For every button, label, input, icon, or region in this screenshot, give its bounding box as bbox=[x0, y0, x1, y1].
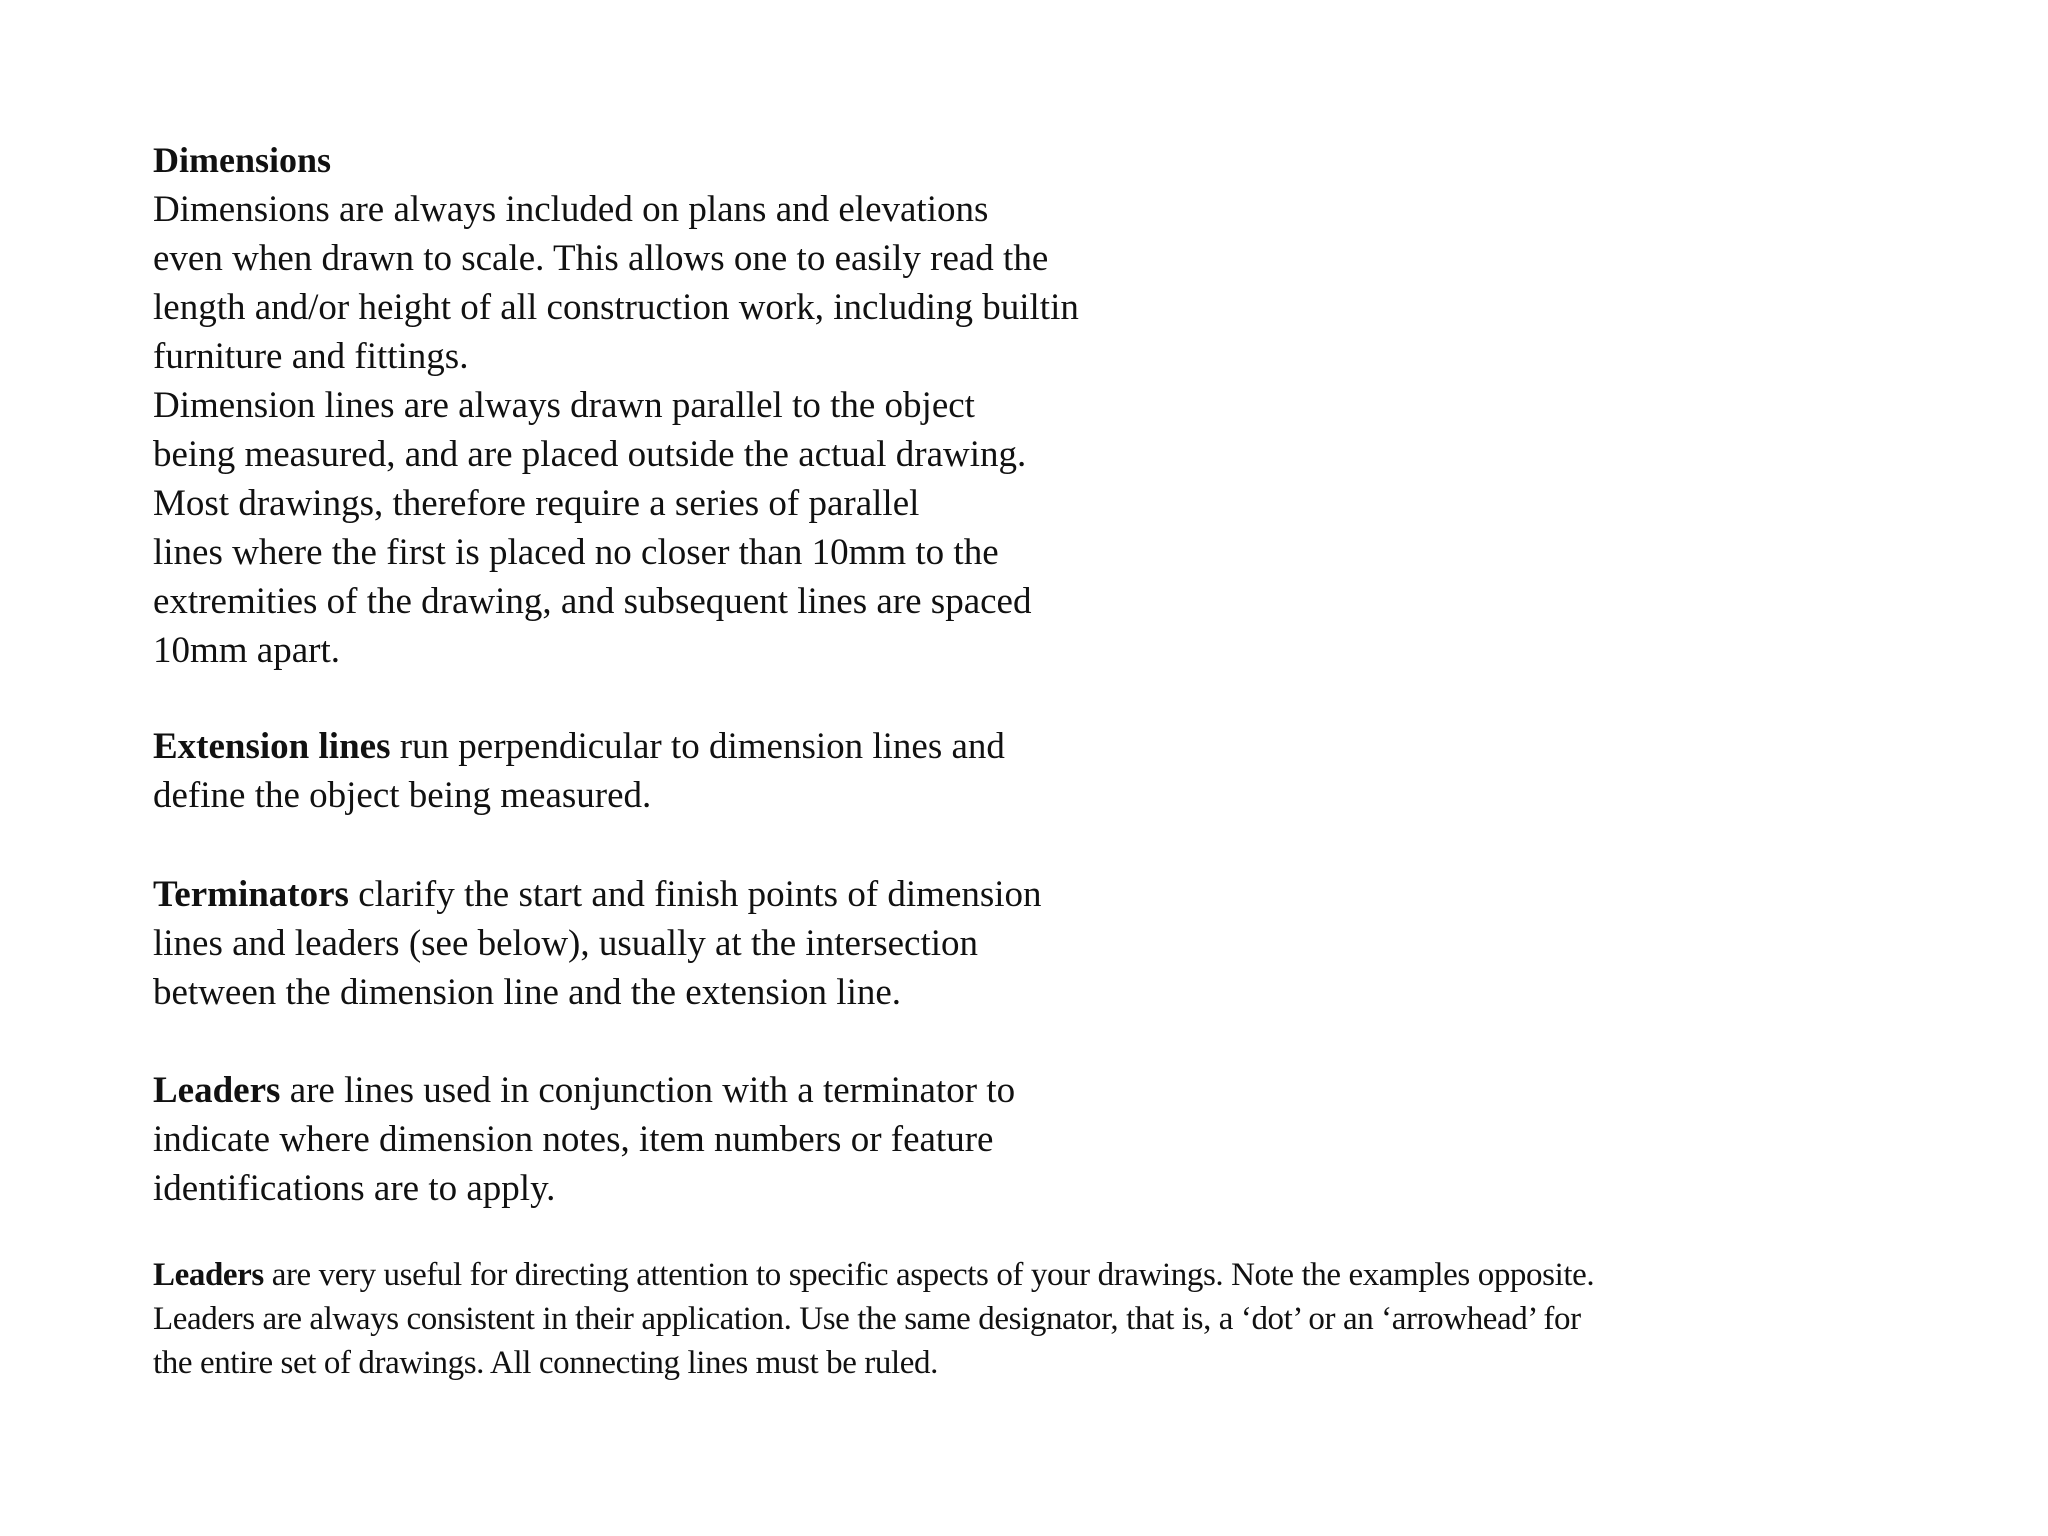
text-fragment: are lines used in conjunction with a terminator to bbox=[280, 1070, 1016, 1111]
text-line bbox=[153, 1253, 1594, 1297]
term-terminators: Terminators bbox=[153, 874, 349, 915]
text-line: Dimension lines are always drawn parallel to the object bbox=[153, 385, 975, 426]
text-line: identifications are to apply. bbox=[153, 1168, 556, 1209]
text-line: furniture and fittings. bbox=[153, 336, 469, 377]
section-heading: Dimensions bbox=[153, 140, 332, 180]
text-line: indicate where dimension notes, item numbers or feature bbox=[153, 1119, 994, 1160]
text-line: the entire set of drawings. All connecting lines must be ruled. bbox=[153, 1345, 938, 1381]
text-fragment: are very useful for directing attention to specific aspects of your drawings. Note the examples opposite. bbox=[263, 1257, 1595, 1293]
text-line: lines and leaders (see below), usually at the intersection bbox=[153, 923, 979, 964]
text-fragment: run perpendicular to dimension lines and bbox=[390, 726, 1005, 767]
text-line: Leaders are always consistent in their application. Use the same designator, that is, a ‘dot’ or an ‘arrowhead’ for bbox=[153, 1301, 1581, 1337]
text-line: define the object being measured. bbox=[153, 775, 652, 816]
text-line: between the dimension line and the extension line. bbox=[153, 972, 902, 1013]
term-extension-lines: Extension lines bbox=[153, 726, 391, 767]
text-line: length and/or height of all construction work, including builtin bbox=[153, 287, 1079, 328]
text-line: lines where the first is placed no closer than 10mm to the bbox=[153, 532, 999, 573]
paragraph-terminators bbox=[153, 870, 1042, 1017]
text-line: extremities of the drawing, and subsequent lines are spaced bbox=[153, 581, 1032, 622]
term-leaders: Leaders bbox=[153, 1257, 264, 1293]
text-line: even when drawn to scale. This allows one to easily read the bbox=[153, 238, 1049, 279]
text-line: 10mm apart. bbox=[153, 630, 341, 671]
paragraph-leaders-usage bbox=[153, 1253, 1594, 1385]
paragraph-dimensions-intro bbox=[153, 185, 1079, 675]
paragraph-leaders bbox=[153, 1066, 1015, 1213]
text-line: Most drawings, therefore require a series of parallel bbox=[153, 483, 920, 524]
text-fragment: clarify the start and finish points of dimension bbox=[348, 874, 1042, 915]
text-line bbox=[153, 722, 1005, 771]
text-line: being measured, and are placed outside the actual drawing. bbox=[153, 434, 1027, 475]
text-line bbox=[153, 1066, 1015, 1115]
text-line: Dimensions are always included on plans and elevations bbox=[153, 189, 989, 230]
paragraph-extension-lines bbox=[153, 722, 1005, 820]
term-leaders: Leaders bbox=[153, 1070, 281, 1111]
text-line bbox=[153, 870, 1042, 919]
